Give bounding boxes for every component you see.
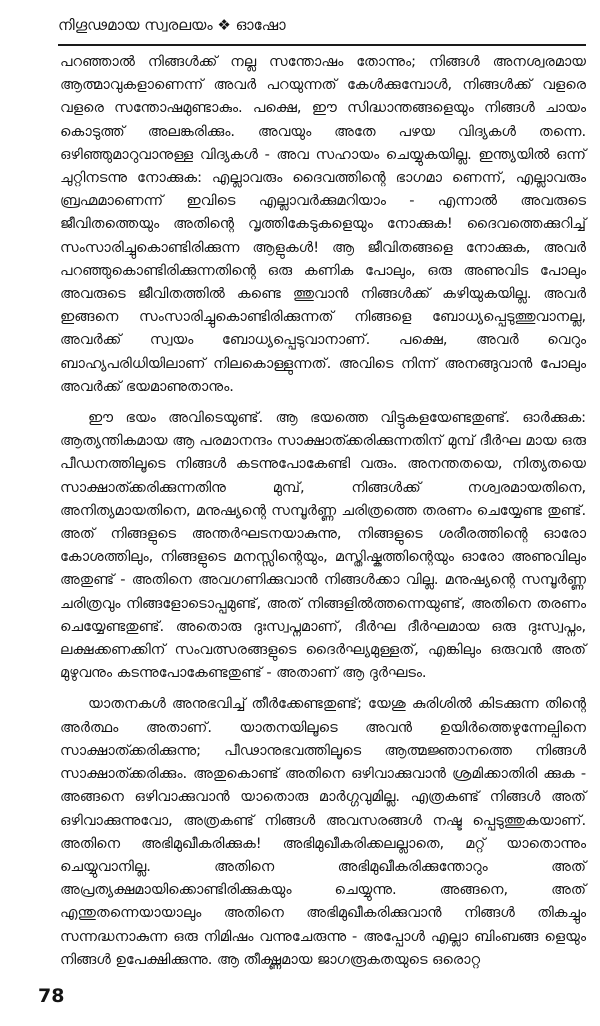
- paragraph-1: പറഞ്ഞാൽ നിങ്ങൾക്ക് നല്ല സന്തോഷം തോന്നും; നിങ്ങൾ അനശ്വരമായ ആത്മാവുകളാണെന്ന് അവർ പറയുന്നത് കേൾക്കുമ്പോൾ, നിങ്ങൾക്ക് വളരെ വളരെ സന്തോഷമുണ്ടാകും. പക്ഷെ, ഈ സിദ്ധാന്തങ്ങളെയും നിങ്ങൾ ചായം കൊടുത്ത് അലങ്കരിക്കും. അവയും അതേ പഴയ വിദ്യകൾ തന്നെ. ഒഴിഞ്ഞുമാറുവാനുള്ള വിദ്യകൾ - അവ സഹായം ചെയ്യുകയില്ല. ഇന്ത്യയിൽ ഒന്ന് ചുറ്റിനടന്നു നോക്കുക: എല്ലാവരും ദൈവത്തിന്റെ ഭാഗമാ ണെന്ന്, എല്ലാവരും ബ്രഹ്മമാണെന്ന് ഇവിടെ എല്ലാവർക്കുമറിയാം - എന്നാൽ അവരുടെ ജീവിതത്തെയും അതിന്റെ വൃത്തികേടുകളെയും നോക്കുക! ദൈവത്തെക്കുറിച്ച് സംസാരിച്ചുകൊണ്ടിരിക്കുന്ന ആളുകൾ! ആ ജീവിതങ്ങളെ നോക്കുക, അവർ പറഞ്ഞുകൊണ്ടിരിക്കുന്നതിന്റെ ഒരു കണിക പോലും, ഒരു അണുവിട പോലും അവരുടെ ജീവിതത്തിൽ കണ്ടെ ത്തുവാൻ നിങ്ങൾക്ക് കഴിയുകയില്ല. അവർ ഇങ്ങനെ സംസാരിച്ചുകൊണ്ടിരിക്കുന്നത് നിങ്ങളെ ബോധ്യപ്പെടുത്തുവാനല്ല, അവർക്ക് സ്വയം ബോധ്യപ്പെടുവാനാണ്. പക്ഷെ, അവർ വെറും ബാഹ്യപരിധിയിലാണ് നിലകൊള്ളുന്നത്. അവിടെ നിന്ന് അനങ്ങുവാൻ പോലും അവർക്ക് ഭയമാണുതാനും.: [60, 53, 586, 395]
- paragraph-3: യാതനകൾ അനുഭവിച്ച് തീർക്കേണ്ടതുണ്ട്; യേശു കുരിശിൽ കിടക്കുന്ന തിന്റെ അർത്ഥം അതാണ്. യാതനയിലൂടെ അവൻ ഉയിർത്തെഴുന്നേല്പിനെ സാക്ഷാത്ക്കരിക്കുന്നു; പീഢാനുഭവത്തിലൂടെ ആത്മജ്ഞാനത്തെ നിങ്ങൾ സാക്ഷാത്ക്കരിക്കും. അതുകൊണ്ട് അതിനെ ഒഴിവാക്കുവാൻ ശ്രമിക്കാതിരി ക്കുക - അങ്ങനെ ഒഴിവാക്കുവാൻ യാതൊരു മാർഗ്ഗവുമില്ല. എത്രകണ്ട് നിങ്ങൾ അത് ഒഴിവാക്കുന്നുവോ, അത്രകണ്ട് നിങ്ങൾ അവസരങ്ങൾ നഷ്ട പ്പെടുത്തുകയാണ്. അതിനെ അഭിമുഖീകരിക്കുക! അഭിമുഖീകരിക്കലല്ലാതെ, മറ്റ് യാതൊന്നും ചെയ്യുവാനില്ല. അതിനെ അഭിമുഖീകരിക്കുന്തോറും അത് അപ്രത്യക്ഷമായിക്കൊണ്ടിരിക്കുകയും ചെയ്യുന്നു. അങ്ങനെ, അത് എന്തുതന്നെയായാലും അതിനെ അഭിമുഖീകരിക്കുവാൻ നിങ്ങൾ തികച്ചും സന്നദ്ധനാകുന്ന ഒരു നിമിഷം വന്നുചേരുന്നു - അപ്പോൾ എല്ലാ ബിംബങ്ങ ളെയും നിങ്ങൾ ഉപേക്ഷിക്കുന്നു. ആ തീക്ഷ്ണമായ ജാഗരൂകതയുടെ ഒരൊറ്റ: [60, 695, 586, 968]
- body-text: [60, 50, 586, 979]
- page-number: 78: [38, 985, 65, 1007]
- paragraph-2: ഈ ഭയം അവിടെയുണ്ട്. ആ ഭയത്തെ വിട്ടുകളയേണ്ടതുണ്ട്. ഓർക്കുക: ആത്യന്തികമായ ആ പരമാനന്ദം സാക്ഷാത്ക്കരിക്കുന്നതിന് മുമ്പ് ദീർഘ മായ ഒരു പീഡനത്തിലൂടെ നിങ്ങൾ കടന്നുപോകേണ്ടി വരും. അനന്തതയെ, നിത്യതയെ സാക്ഷാത്ക്കരിക്കുന്നതിനു മുമ്പ്, നിങ്ങൾക്ക് നശ്വരമായതിനെ, അനിത്യമായതിനെ, മനുഷ്യന്റെ സമ്പൂർണ്ണ ചരിത്രത്തെ തരണം ചെയ്യേണ്ട തുണ്ട്. അത് നിങ്ങളുടെ അന്തർഘടനയാകുന്നു, നിങ്ങളുടെ ശരീരത്തിന്റെ ഓരോ കോശത്തിലും, നിങ്ങളുടെ മനസ്സിന്റെയും, മസ്തിഷ്കത്തിന്റെയും ഓരോ അണുവിലും അതുണ്ട് - അതിനെ അവഗണിക്കുവാൻ നിങ്ങൾക്കാ വില്ല. മനുഷ്യന്റെ സമ്പൂർണ്ണ ചരിത്രവും നിങ്ങളോടൊപ്പമുണ്ട്, അത് നിങ്ങളിൽത്തന്നെയുണ്ട്, അതിനെ തരണം ചെയ്യേണ്ടതുണ്ട്. അതൊരു ദുഃസ്വപ്നമാണ്, ദീർഘ ദീർഘമായ ഒരു ദുഃസ്വപ്നം, ലക്ഷക്കണക്കിന് സംവത്സരങ്ങളുടെ ദൈർഘ്യമുള്ളത്, എങ്കിലും ഒരുവൻ അത് മുഴുവനും കടന്നുപോകേണ്ടതുണ്ട് - അതാണ് ആ ദുർഘടം.: [60, 409, 586, 682]
- running-head: നിഗൂഢമായ സ്വരലയം ❖ ഓഷോ: [58, 10, 586, 46]
